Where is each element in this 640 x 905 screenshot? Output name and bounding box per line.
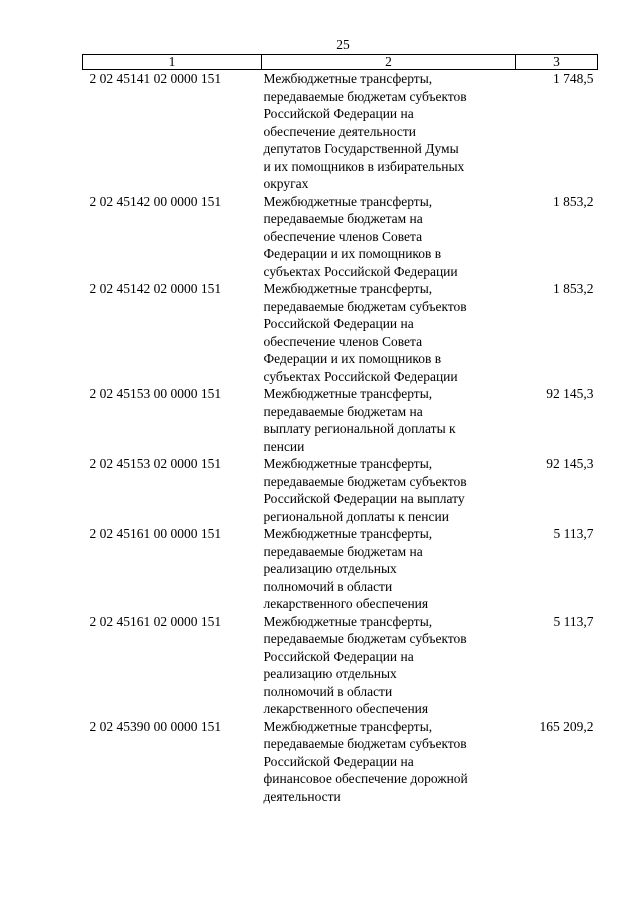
budget-code: 2 02 45153 02 0000 151 <box>89 456 222 471</box>
budget-item-name <box>262 70 516 193</box>
budget-item-name-line: субъектах Российской Федерации <box>263 263 458 279</box>
budget-code: 2 02 45142 02 0000 151 <box>89 281 222 296</box>
table-row <box>83 613 598 718</box>
table-header-row <box>83 55 598 70</box>
table-row <box>83 525 598 613</box>
budget-item-name-line: округах <box>263 176 309 191</box>
table-row <box>83 455 598 525</box>
budget-code: 2 02 45141 02 0000 151 <box>89 71 222 86</box>
budget-code: 2 02 45161 00 0000 151 <box>89 526 222 541</box>
table-row <box>83 385 598 455</box>
table-row <box>83 718 598 806</box>
table-row <box>83 193 598 281</box>
budget-item-name-line: деятельности <box>263 788 341 804</box>
budget-item-name-line: Российской Федерации на <box>263 106 414 121</box>
budget-item-name-line: обеспечение деятельности <box>263 123 417 139</box>
budget-item-name-line: полномочий в области <box>263 578 393 594</box>
budget-item-name-line: Федерации и их помощников в <box>263 246 442 261</box>
budget-item-name <box>262 280 516 385</box>
table-row <box>83 280 598 385</box>
budget-item-name-line: реализацию отдельных <box>263 666 397 681</box>
budget-item-name-line: Межбюджетные трансферты, <box>263 193 433 209</box>
budget-amount: 5 113,7 <box>553 526 594 541</box>
budget-item-name-line: передаваемые бюджетам на <box>263 543 423 559</box>
table-body <box>83 70 598 806</box>
budget-item-name-line: Российской Федерации на <box>263 316 414 331</box>
budget-item-name-line: Российской Федерации на выплату <box>263 491 465 506</box>
budget-item-name <box>262 718 516 806</box>
budget-amount: 92 145,3 <box>546 386 594 401</box>
budget-amount: 165 209,2 <box>539 718 594 734</box>
budget-code: 2 02 45153 00 0000 151 <box>89 386 222 401</box>
budget-item-name-line: передаваемые бюджетам на <box>263 403 423 419</box>
budget-item-name-line: Межбюджетные трансферты, <box>263 456 433 471</box>
budget-item-name-line: передаваемые бюджетам субъектов <box>263 88 467 104</box>
budget-item-name-line: Федерации и их помощников в <box>263 351 442 366</box>
budget-item-name-line: Российской Федерации на <box>263 648 414 664</box>
budget-item-name-line: передаваемые бюджетам субъектов <box>263 631 467 646</box>
budget-item-name-line: Российской Федерации на <box>263 753 414 769</box>
budget-amount: 5 113,7 <box>553 613 594 629</box>
budget-item-name-line: выплату региональной доплаты к <box>263 421 456 436</box>
budget-amount: 92 145,3 <box>546 456 594 471</box>
budget-item-name <box>262 193 516 281</box>
budget-amount: 1 748,5 <box>553 71 594 86</box>
budget-item-name-line: передаваемые бюджетам субъектов <box>263 473 467 489</box>
budget-item-name-line: лекарственного обеспечения <box>263 701 429 716</box>
budget-item-name-line: Межбюджетные трансферты, <box>263 281 433 296</box>
budget-item-name-line: Межбюджетные трансферты, <box>263 613 433 629</box>
budget-item-name-line: пенсии <box>263 438 305 454</box>
budget-item-name-line: передаваемые бюджетам субъектов <box>263 298 467 314</box>
budget-item-name-line: финансовое обеспечение дорожной <box>263 771 468 786</box>
page-number: 25 <box>336 37 350 52</box>
budget-item-name-line: депутатов Государственной Думы <box>263 141 459 156</box>
budget-item-name-line: Межбюджетные трансферты, <box>263 718 433 734</box>
budget-amount: 1 853,2 <box>553 281 594 296</box>
budget-item-name-line: полномочий в области <box>263 683 393 699</box>
budget-item-name-line: и их помощников в избирательных <box>263 158 465 174</box>
column-header-code: 1 <box>83 55 262 70</box>
budget-item-name <box>262 525 516 613</box>
budget-item-name-line: обеспечение членов Совета <box>263 228 423 244</box>
budget-item-name-line: субъектах Российской Федерации <box>263 368 458 384</box>
budget-code: 2 02 45390 00 0000 151 <box>89 718 222 734</box>
budget-item-name <box>262 385 516 455</box>
budget-item-name <box>262 455 516 525</box>
budget-item-name-line: обеспечение членов Совета <box>263 333 423 349</box>
budget-item-name-line: реализацию отдельных <box>263 561 397 576</box>
budget-item-name-line: региональной доплаты к пенсии <box>263 508 449 524</box>
column-header-name: 2 <box>262 55 516 70</box>
table-row <box>83 70 598 193</box>
budget-code: 2 02 45142 00 0000 151 <box>89 193 222 209</box>
budget-item-name <box>262 613 516 718</box>
budget-table <box>82 54 598 805</box>
budget-item-name-line: Межбюджетные трансферты, <box>263 386 433 401</box>
budget-item-name-line: Межбюджетные трансферты, <box>263 71 433 86</box>
budget-item-name-line: передаваемые бюджетам на <box>263 211 423 226</box>
budget-item-name-line: Межбюджетные трансферты, <box>263 526 433 541</box>
budget-item-name-line: лекарственного обеспечения <box>263 596 429 611</box>
budget-code: 2 02 45161 02 0000 151 <box>89 613 222 629</box>
budget-item-name-line: передаваемые бюджетам субъектов <box>263 736 467 751</box>
budget-amount: 1 853,2 <box>553 193 594 209</box>
column-header-amount: 3 <box>516 55 598 70</box>
